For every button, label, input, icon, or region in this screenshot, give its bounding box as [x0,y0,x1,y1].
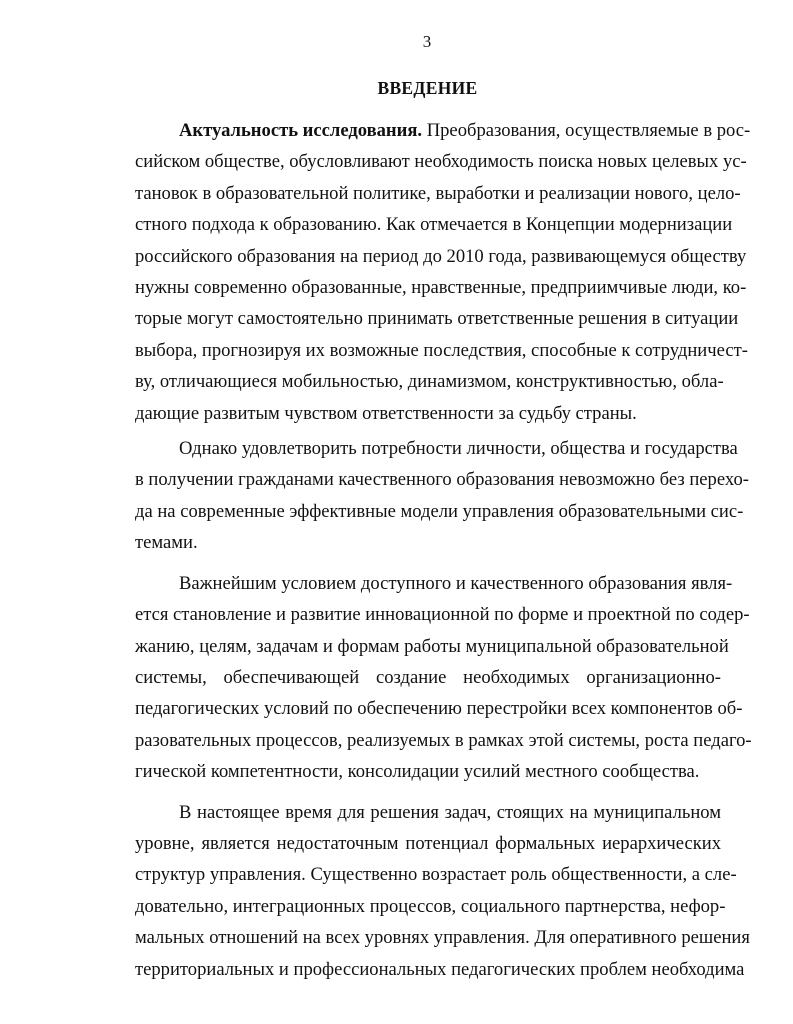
text-line: ву, отличающиеся мобильностью, динамизмом, конструктивностью, обла- [135,371,724,393]
text-line: темами. [135,532,198,554]
text-line: мальных отношений на всех уровнях управления. Для оперативного решения [135,927,750,949]
text-line: да на современные эффективные модели управления образовательными сис- [135,500,744,522]
paragraph-lead: Актуальность исследования. [179,120,423,141]
text-line: системы, обеспечивающей создание необходимых организационно- [135,666,721,688]
text-line: торые могут самостоятельно принимать ответственные решения в ситуации [135,308,739,330]
text-line: Актуальность исследования. Преобразования, осуществляемые в рос- [179,120,751,141]
text-line: разовательных процессов, реализуемых в рамках этой системы, роста педаго- [135,729,752,751]
page-number: 3 [422,32,432,51]
text-line: уровне, является недостаточным потенциал формальных иерархических [135,832,721,854]
text-line: ется становление и развитие инновационной по форме и проектной по содер- [135,604,750,626]
text-line: территориальных и профессиональных педагогических проблем необходима [135,958,745,980]
text-line: гической компетентности, консолидации усилий местного сообщества. [135,761,700,783]
text-line: В настоящее время для решения задач, стоящих на муниципальном [179,801,721,823]
text-line: жанию, целям, задачам и формам работы муниципальной образовательной [135,635,729,657]
text-line: тановок в образовательной политике, выработки и реализации нового, цело- [135,182,741,204]
text-line: дающие развитым чувством ответственности за судьбу страны. [135,402,637,424]
text-line: выбора, прогнозируя их возможные последствия, способные к сотрудничест- [135,339,748,361]
paragraph-condition [135,568,752,788]
paragraph-present [135,797,750,985]
text-line: Важнейшим условием доступного и качественного образования явля- [179,572,733,594]
text-line: нужны современно образованные, нравственные, предприимчивые люди, ко- [135,277,747,299]
text-line: довательно, интеграционных процессов, социального партнерства, нефор- [135,895,726,917]
text-line: структур управления. Существенно возрастает роль общественности, а сле- [135,864,737,886]
text-line: российского образования на период до 2010 года, развивающемуся обществу [135,245,747,267]
text-line: Однако удовлетворить потребности личности, общества и государства [179,438,738,460]
section-heading: ВВЕДЕНИЕ [377,78,478,98]
body-text [135,115,752,985]
text-line: сийском обществе, обусловливают необходимость поиска новых целевых ус- [135,151,747,173]
paragraph-relevance [135,115,751,429]
text-line: стного подхода к образованию. Как отмечается в Концепции модернизации [135,214,733,236]
text-line: педагогических условий по обеспечению перестройки всех компонентов об- [135,698,743,720]
paragraph-needs [135,433,749,559]
text-line: в получении гражданами качественного образования невозможно без перехо- [135,469,749,491]
